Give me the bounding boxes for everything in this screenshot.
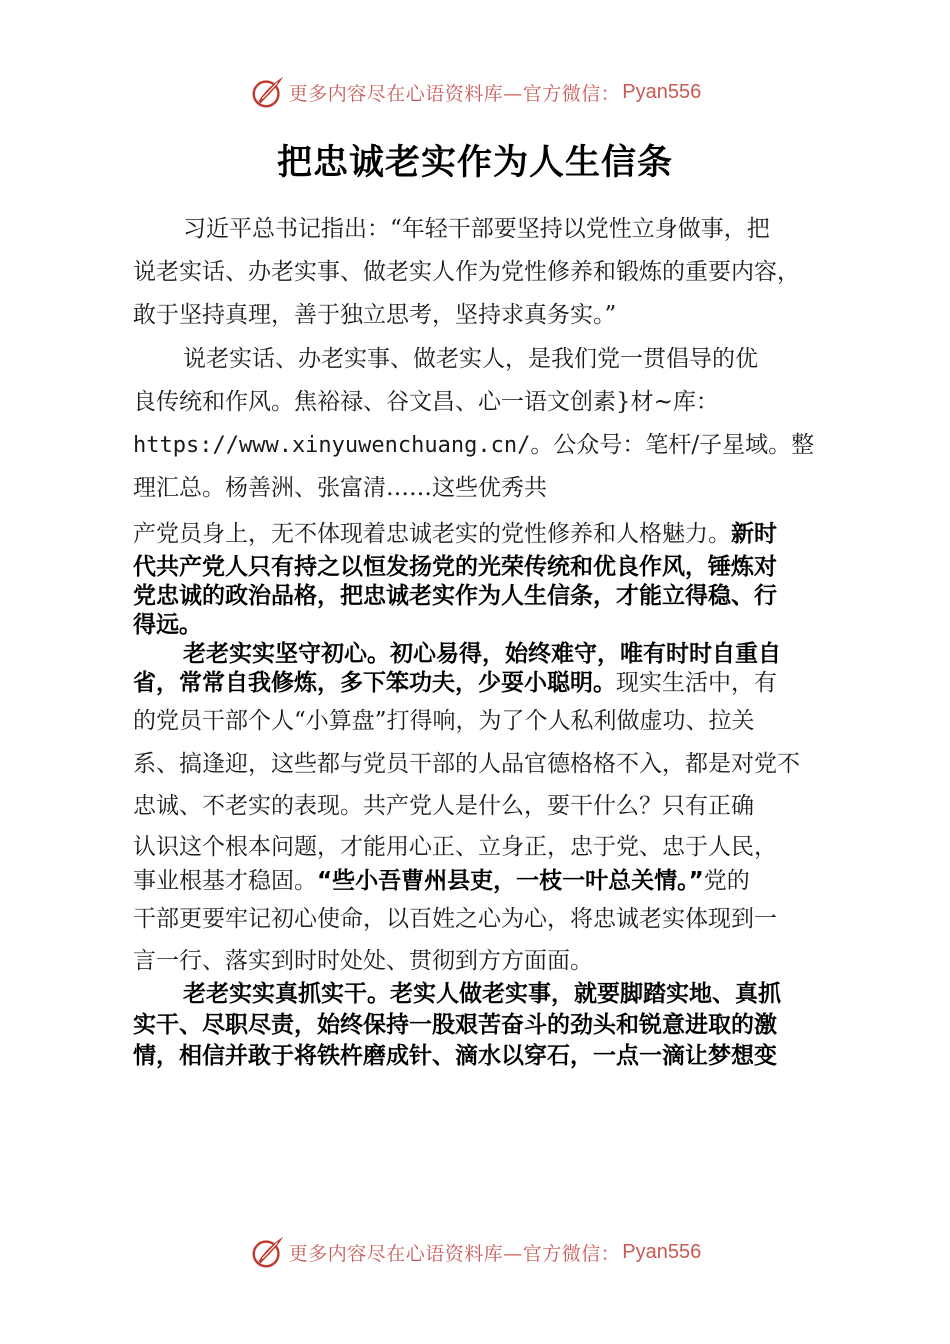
body-line: 理汇总。杨善洲、张富清……这些优秀共 — [133, 475, 547, 501]
body-text: 产党员身上，无不体现着忠诚老实的党性修养和人格魅力。 — [133, 521, 731, 547]
bold-line: 情，相信并敢于将铁杵磨成针、滴水以穿石，一点一滴让梦想变 — [133, 1043, 777, 1069]
header-watermark-banner — [0, 72, 950, 112]
body-text: 现实生活中，有 — [616, 670, 777, 696]
bold-line: 实干、尽职尽责，始终保持一股艰苦奋斗的劲头和锐意进取的激 — [133, 1012, 777, 1038]
page-title: 把忠诚老实作为人生信条 — [276, 143, 673, 183]
bold-line: 得远。 — [133, 612, 202, 638]
body-line — [133, 515, 777, 548]
body-line: 敢于坚持真理，善于独立思考，坚持求真务实。” — [133, 302, 617, 328]
body-line — [133, 862, 750, 895]
quill-logo-icon — [249, 1233, 287, 1271]
quill-logo-icon — [249, 73, 287, 111]
body-line: 忠诚、不老实的表现。共产党人是什么，要干什么？只有正确 — [133, 793, 754, 819]
bold-line: 党忠诚的政治品格，把忠诚老实作为人生信条，才能立得稳、行 — [133, 583, 777, 609]
body-line: 习近平总书记指出：“年轻干部要坚持以党性立身做事，把 — [183, 216, 770, 242]
bold-text: 省，常常自我修炼，多下笨功夫，少耍小聪明。 — [133, 670, 616, 696]
body-line: 系、搞逢迎，这些都与党员干部的人品官德格格不入，都是对党不 — [133, 751, 800, 777]
body-line: 说老实话、办老实事、做老实人，是我们党一贯倡导的优 — [183, 346, 758, 372]
watermark-text: 更多内容尽在心语资料库—官方微信： — [288, 1242, 621, 1265]
body-text: 党的 — [703, 868, 750, 894]
watermark-text: 更多内容尽在心语资料库—官方微信： — [288, 82, 621, 105]
body-line: 良传统和作风。焦裕禄、谷文昌、心一语文创素}材~库： — [133, 389, 719, 415]
source-url: https://www.xinyuwenchuang.cn/ — [133, 433, 531, 458]
bold-text: 新时 — [731, 521, 777, 547]
watermark-wechat-id: Pyan556 — [622, 80, 702, 103]
body-text: 事业根基才稳固。 — [133, 868, 317, 894]
body-line: 说老实话、办老实事、做老实人作为党性修养和锻炼的重要内容， — [133, 259, 800, 285]
body-line: 认识这个根本问题，才能用心正、立身正，忠于党、忠于人民， — [133, 834, 777, 860]
footer-watermark-banner — [0, 1232, 950, 1272]
bold-quote: “些小吾曹州县吏，一枝一叶总关情。” — [317, 868, 704, 894]
watermark-wechat-id: Pyan556 — [622, 1240, 702, 1263]
bold-line: 代共产党人只有持之以恒发扬党的光荣传统和优良作风，锤炼对 — [133, 554, 777, 580]
body-line — [133, 664, 777, 697]
body-line — [133, 426, 814, 459]
body-text: 。公众号：笔杆/子星域。整 — [530, 432, 815, 458]
body-line: 干部更要牢记初心使命，以百姓之心为心，将忠诚老实体现到一 — [133, 906, 777, 932]
body-line: 言一行、落实到时时处处、贯彻到方方面面。 — [133, 948, 593, 974]
bold-line: 老老实实真抓实干。老实人做老实事，就要脚踏实地、真抓 — [183, 981, 781, 1007]
body-line: 的党员干部个人“小算盘”打得响，为了个人私利做虚功、拉关 — [133, 708, 755, 734]
bold-line: 老老实实坚守初心。初心易得，始终难守，唯有时时自重自 — [183, 641, 781, 667]
